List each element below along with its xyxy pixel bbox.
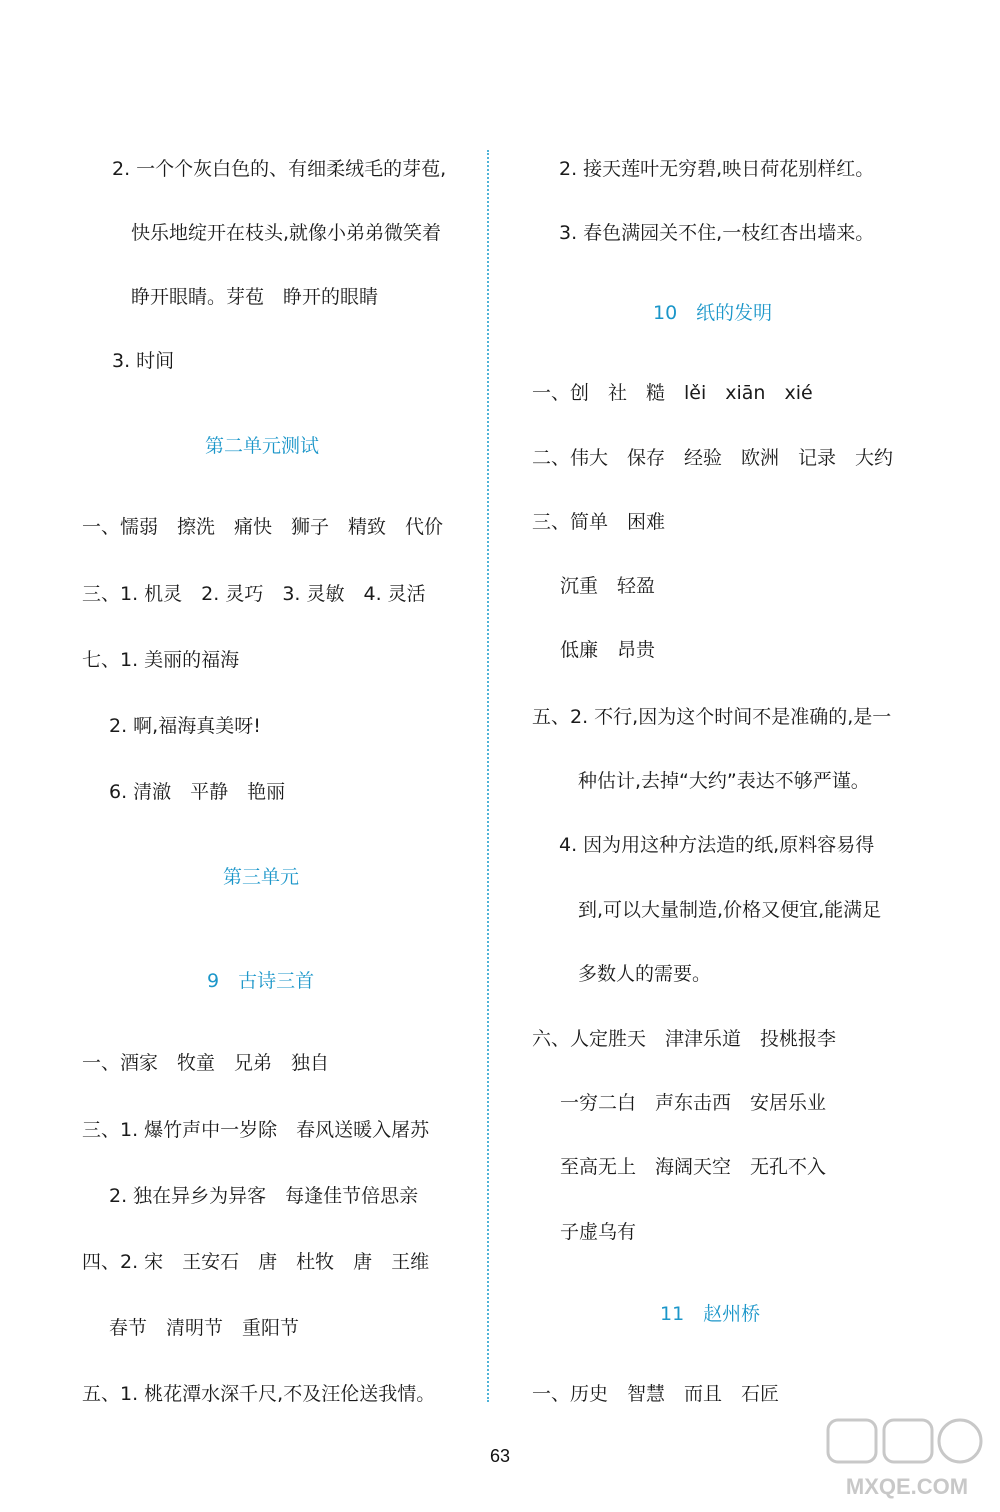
answer-line: 多数人的需要。 (578, 963, 712, 985)
answer-line: 睁开眼睛。芽苞 睁开的眼睛 (131, 286, 379, 308)
answer-line: 2. 啊,福海真美呀! (109, 715, 261, 737)
answer-line: 一穷二白 声东击西 安居乐业 (560, 1092, 827, 1114)
answer-line: 六、人定胜天 津津乐道 投桃报李 (532, 1028, 837, 1050)
answer-line: 一、创 社 糙 lěi xiān xié (532, 382, 813, 404)
answer-line: 种估计,去掉“大约”表达不够严谨。 (578, 770, 870, 792)
answer-line: 3. 时间 (112, 350, 175, 372)
answer-line: 2. 独在异乡为异客 每逢佳节倍思亲 (109, 1185, 419, 1207)
answer-line: 至高无上 海阔天空 无孔不入 (560, 1156, 827, 1178)
page-number: 63 (489, 1446, 511, 1466)
answer-line: 到,可以大量制造,价格又便宜,能满足 (578, 899, 882, 921)
answer-line: 2. 一个个灰白色的、有细柔绒毛的芽苞, (112, 158, 447, 180)
section-heading: 11 赵州桥 (660, 1303, 761, 1325)
answer-line: 一、懦弱 擦洗 痛快 狮子 精致 代价 (82, 516, 444, 538)
answer-line: 五、2. 不行,因为这个时间不是准确的,是一 (532, 706, 892, 728)
column-divider (487, 150, 489, 1402)
answer-line: 低廉 昂贵 (560, 639, 656, 661)
answer-line: 沉重 轻盈 (560, 575, 656, 597)
answer-line: 七、1. 美丽的福海 (82, 649, 240, 671)
section-heading: 第三单元 (223, 866, 300, 888)
section-heading: 10 纸的发明 (653, 302, 773, 324)
answer-line: 2. 接天莲叶无穷碧,映日荷花别样红。 (559, 158, 875, 180)
answer-line: 一、酒家 牧童 兄弟 独自 (82, 1052, 330, 1074)
answer-line: 五、1. 桃花潭水深千尺,不及汪伦送我情。 (82, 1383, 436, 1405)
answer-line: 三、1. 机灵 2. 灵巧 3. 灵敏 4. 灵活 (82, 583, 426, 605)
answer-line: 三、简单 困难 (532, 511, 666, 533)
section-heading: 9 古诗三首 (207, 970, 315, 992)
answer-line: 四、2. 宋 王安石 唐 杜牧 唐 王维 (82, 1251, 430, 1273)
answer-line: 二、伟大 保存 经验 欧洲 记录 大约 (532, 447, 894, 469)
answer-line: 3. 春色满园关不住,一枝红杏出墙来。 (559, 222, 875, 244)
answer-line: 4. 因为用这种方法造的纸,原料容易得 (559, 834, 875, 856)
watermark-logo (822, 1414, 992, 1504)
answer-line: 春节 清明节 重阳节 (109, 1317, 300, 1339)
answer-line: 一、历史 智慧 而且 石匠 (532, 1383, 780, 1405)
answer-line: 三、1. 爆竹声中一岁除 春风送暖入屠苏 (82, 1119, 430, 1141)
answer-line: 6. 清澈 平静 艳丽 (109, 781, 286, 803)
answer-line: 快乐地绽开在枝头,就像小弟弟微笑着 (131, 222, 442, 244)
svg-text:MXQE.COM: MXQE.COM (845, 1474, 969, 1499)
section-heading: 第二单元测试 (205, 435, 320, 457)
answer-line: 子虚乌有 (560, 1221, 637, 1243)
